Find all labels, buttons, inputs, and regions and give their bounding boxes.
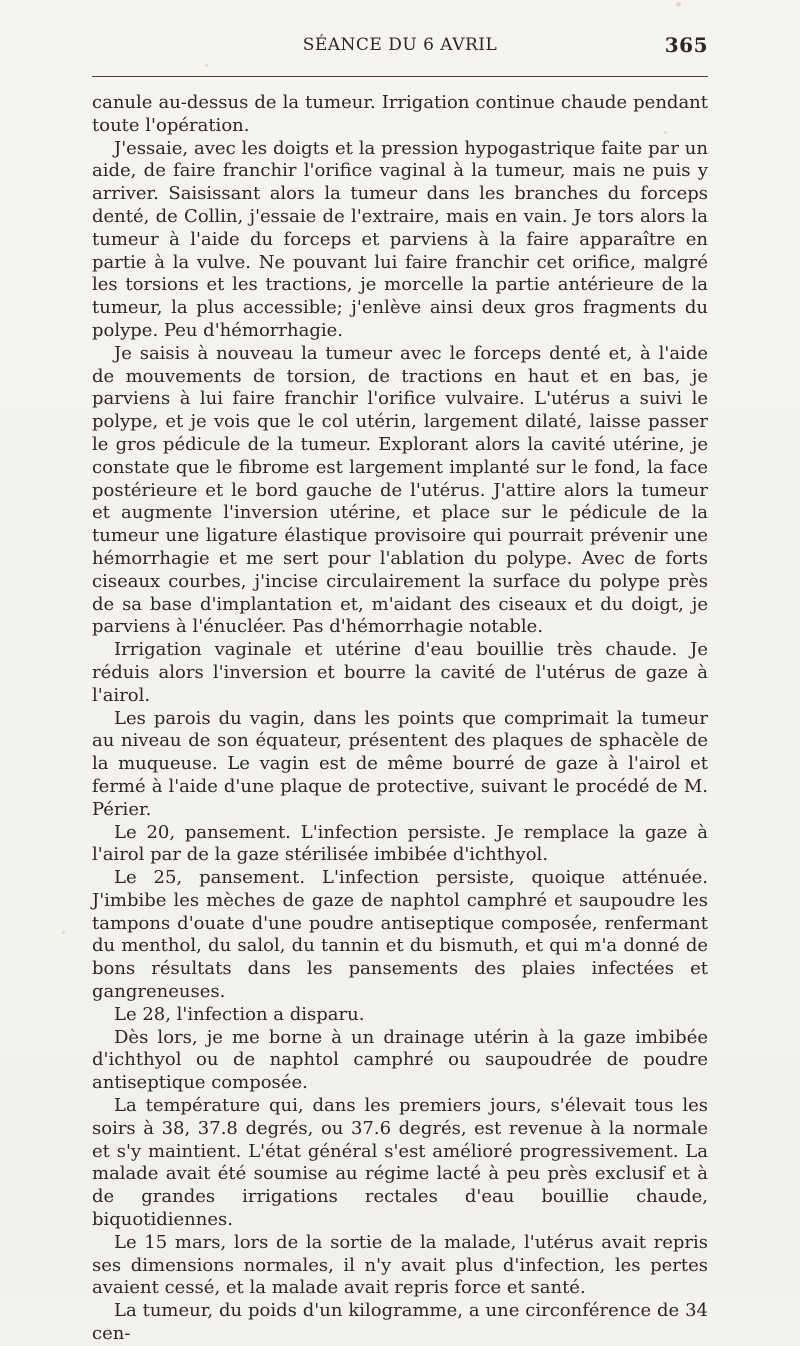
- paragraph: Le 20, pansement. L'infection persiste. Je remplace la gaze à l'airol par de la gaze stérilisée imbibée d'ichthyol.: [92, 821, 708, 866]
- paper-speck: [62, 931, 65, 934]
- paragraph: Le 15 mars, lors de la sortie de la malade, l'utérus avait repris ses dimensions normales, il n'y avait plus d'infection, les pertes avaient cessé, et la malade avait repris force et santé.: [92, 1231, 708, 1299]
- paragraph-continuation: canule au-dessus de la tumeur. Irrigation continue chaude pendant toute l'opération.: [92, 92, 708, 136]
- paper-speck: [676, 2, 681, 7]
- page-number: 365: [664, 33, 708, 57]
- running-header: [92, 33, 708, 63]
- paragraph: Le 28, l'infection a disparu.: [114, 1003, 365, 1025]
- page-text: [92, 92, 708, 1346]
- paragraph: J'essaie, avec les doigts et la pression hypogastrique faite par un aide, de faire franchir l'orifice vaginal à la tumeur, mais ne puis y arriver. Saisissant alors la tumeur dans les branches du forceps denté, de Collin, j'essaie de l'extraire, mais en vain. Je tors alors la tumeur à l'aide du forceps et parviens à la faire apparaître en partie à la vulve. Ne pouvant lui faire franchir cet orifice, malgré les torsions et les tractions, je morcelle la partie antérieure de la tumeur, la plus accessible; j'enlève ainsi deux gros fragments du polype. Peu d'hémorrhagie.: [92, 137, 708, 341]
- paragraph: Je saisis à nouveau la tumeur avec le forceps denté et, à l'aide de mouvements de torsion, de tractions en haut et en bas, je parviens à lui faire franchir l'orifice vulvaire. L'utérus a suivi le polype, et je vois que le col utérin, largement dilaté, laisse passer le gros pédicule de la tumeur. Explorant alors la cavité utérine, je constate que le fibrome est largement implanté sur le fond, la face postérieure et le bord gauche de l'utérus. J'attire alors la tumeur et augmente l'inversion utérine, et place sur le pédicule de la tumeur une ligature élastique provisoire qui pourrait prévenir une hémorrhagie et me sert pour l'ablation du polype. Avec de forts ciseaux courbes, j'incise circulairement la surface du polype près de sa base d'implantation et, m'aidant des ciseaux et du doigt, je parviens à l'énucléer. Pas d'hémorrhagie notable.: [92, 342, 708, 638]
- paper-speck: [664, 131, 667, 134]
- paragraph: Les parois du vagin, dans les points que comprimait la tumeur au niveau de son équateur, présentent des plaques de sphacèle de la muqueuse. Le vagin est de même bourré de gaze à l'airol et fermé à l'aide d'une plaque de protective, suivant le procédé de M. Périer.: [92, 707, 708, 820]
- paper-speck: [205, 64, 208, 67]
- paragraph: Irrigation vaginale et utérine d'eau bouillie très chaude. Je réduis alors l'inversion et bourre la cavité de l'utérus de gaze à l'airol.: [92, 639, 708, 706]
- paragraph: Le 25, pansement. L'infection persiste, quoique atténuée. J'imbibe les mèches de gaze de naphtol camphré et saupoudre les tampons d'ouate d'une poudre antiseptique composée, renfermant du menthol, du salol, du tannin et du bismuth, et qui m'a donné de bons résultats dans les pansements des plaies infectées et gangreneuses.: [92, 867, 708, 1003]
- paragraph: La température qui, dans les premiers jours, s'élevait tous les soirs à 38, 37.8 degrés, ou 37.6 degrés, est revenue à la normale et s'y maintient. L'état général s'est amélioré progressivement. La malade avait été soumise au régime lacté à peu près exclusif et à de grandes irrigations rectales d'eau bouillie chaude, biquotidiennes.: [92, 1095, 708, 1231]
- running-title: SÉANCE DU 6 AVRIL: [302, 35, 498, 55]
- paragraph: La tumeur, du poids d'un kilogramme, a une circonférence de 34 cen-: [92, 1300, 708, 1345]
- paragraph: Dès lors, je me borne à un drainage utérin à la gaze imbibée d'ichthyol ou de naphtol camphré ou saupoudrée de poudre antiseptique composée.: [92, 1026, 708, 1094]
- header-rule: [92, 76, 708, 77]
